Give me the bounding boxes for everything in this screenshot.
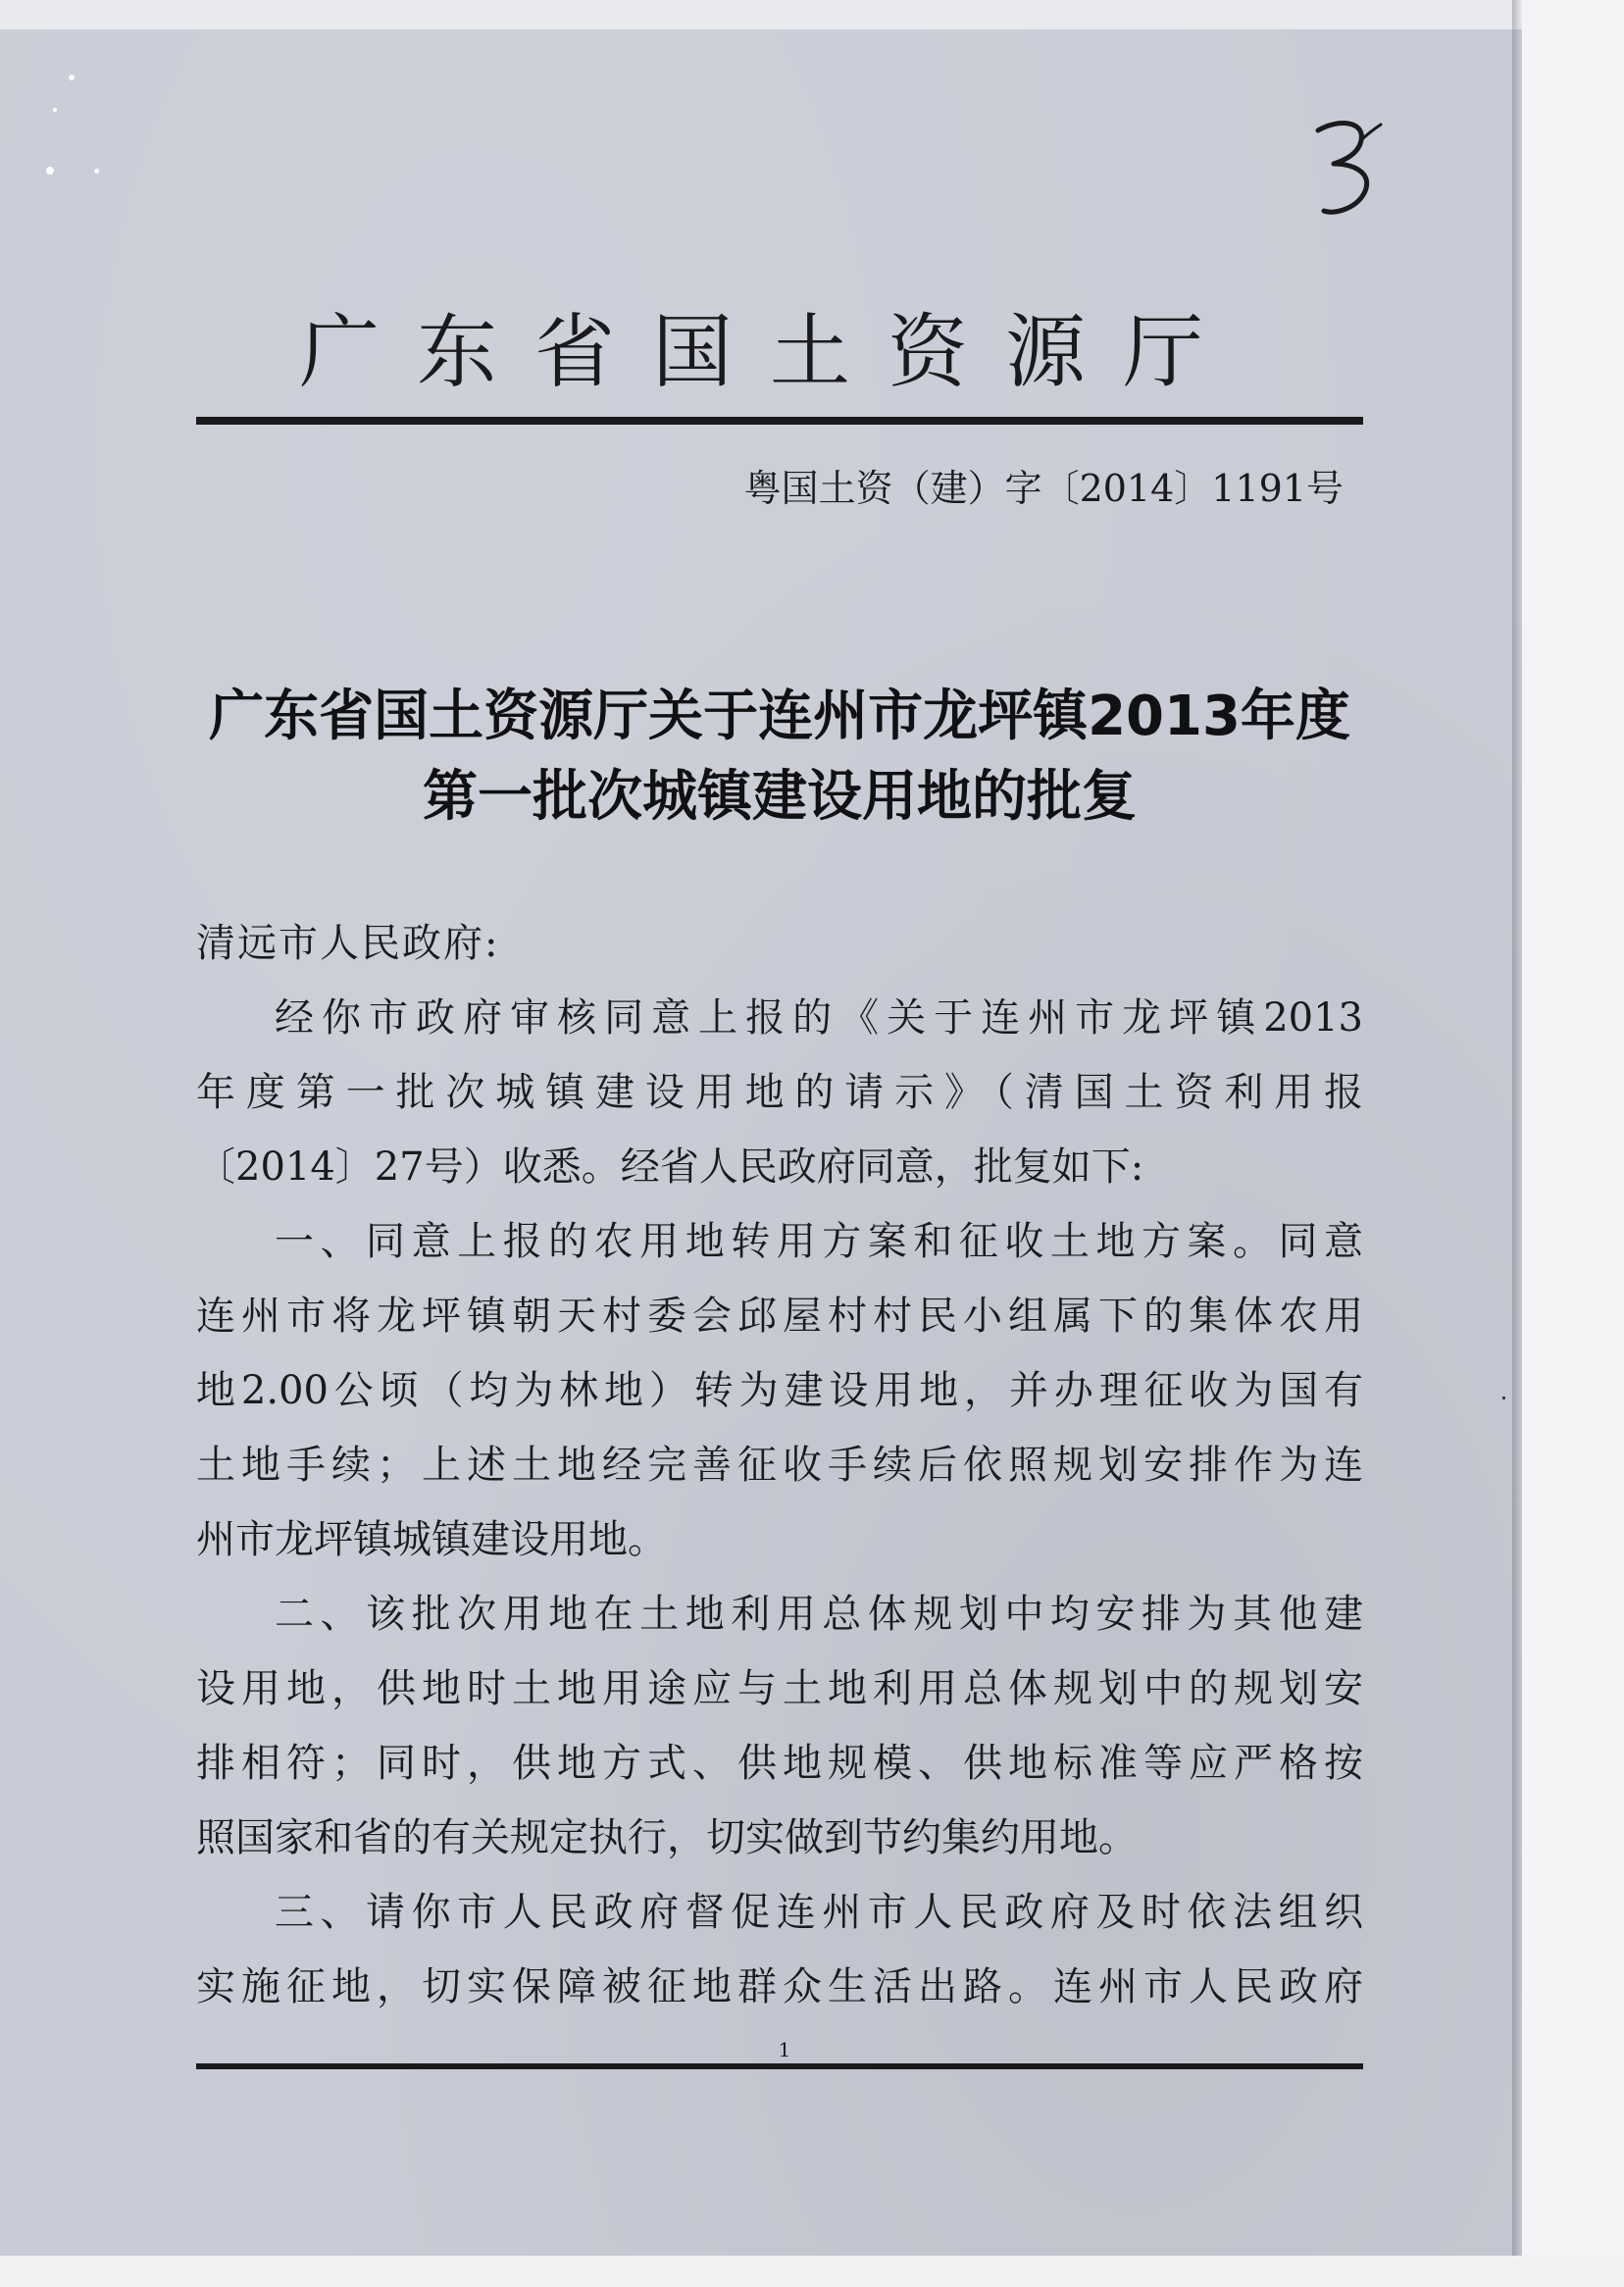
header-divider (196, 417, 1363, 425)
scan-edge-shadow (1512, 0, 1522, 2287)
body-line: 〔2014〕27号）收悉。经省人民政府同意，批复如下: (196, 1144, 1144, 1190)
scan-bottom-margin (0, 2256, 1624, 2287)
body-line: 二、该批次用地在土地利用总体规划中均安排为其他建 (275, 1592, 1363, 1637)
body-line: 照国家和省的有关规定执行，切实做到节约集约用地。 (196, 1815, 1138, 1860)
scan-dot (1502, 1397, 1505, 1399)
scan-speck (69, 75, 75, 80)
issuing-organization: 广东省国土资源厅 (298, 306, 1241, 399)
page-number: 1 (778, 2038, 791, 2061)
body-line: 经你市政府审核同意上报的《关于连州市龙坪镇2013 (275, 995, 1363, 1041)
body-line: 排相符；同时，供地方式、供地规模、供地标准等应严格按 (196, 1741, 1363, 1786)
scan-top-margin (0, 0, 1624, 29)
body-line: 三、请你市人民政府督促连州市人民政府及时依法组织 (275, 1890, 1363, 1935)
scan-speck (94, 169, 99, 174)
body-line: 一、同意上报的农用地转用方案和征收土地方案。同意 (275, 1219, 1363, 1264)
body-line: 土地手续；上述土地经完善征收手续后依照规划安排作为连 (196, 1443, 1363, 1488)
salutation: 清远市人民政府: (196, 921, 500, 966)
scan-speck (46, 167, 54, 175)
body-line: 年度第一批次城镇建设用地的请示》（清国土资利用报 (196, 1070, 1363, 1115)
footer-divider (196, 2063, 1363, 2069)
title-line: 广东省国土资源厅关于连州市龙坪镇2013年度 (209, 685, 1350, 748)
body-line: 实施征地，切实保障被征地群众生活出路。连州市人民政府 (196, 1964, 1363, 2009)
body-line: 设用地，供地时土地用途应与土地利用总体规划中的规划安 (196, 1666, 1363, 1711)
body-line: 连州市将龙坪镇朝天村委会邱屋村村民小组属下的集体农用 (196, 1294, 1363, 1339)
scan-right-margin (1522, 0, 1624, 2287)
scan-speck (53, 108, 57, 112)
title-line: 第一批次城镇建设用地的批复 (423, 765, 1137, 829)
document-number: 粤国土资（建）字〔2014〕1191号 (743, 467, 1344, 510)
body-line: 州市龙坪镇城镇建设用地。 (196, 1517, 667, 1562)
handwritten-page-mark (1304, 113, 1393, 221)
body-line: 地2.00公顷（均为林地）转为建设用地，并办理征收为国有 (196, 1368, 1363, 1413)
document-title (177, 677, 1383, 838)
